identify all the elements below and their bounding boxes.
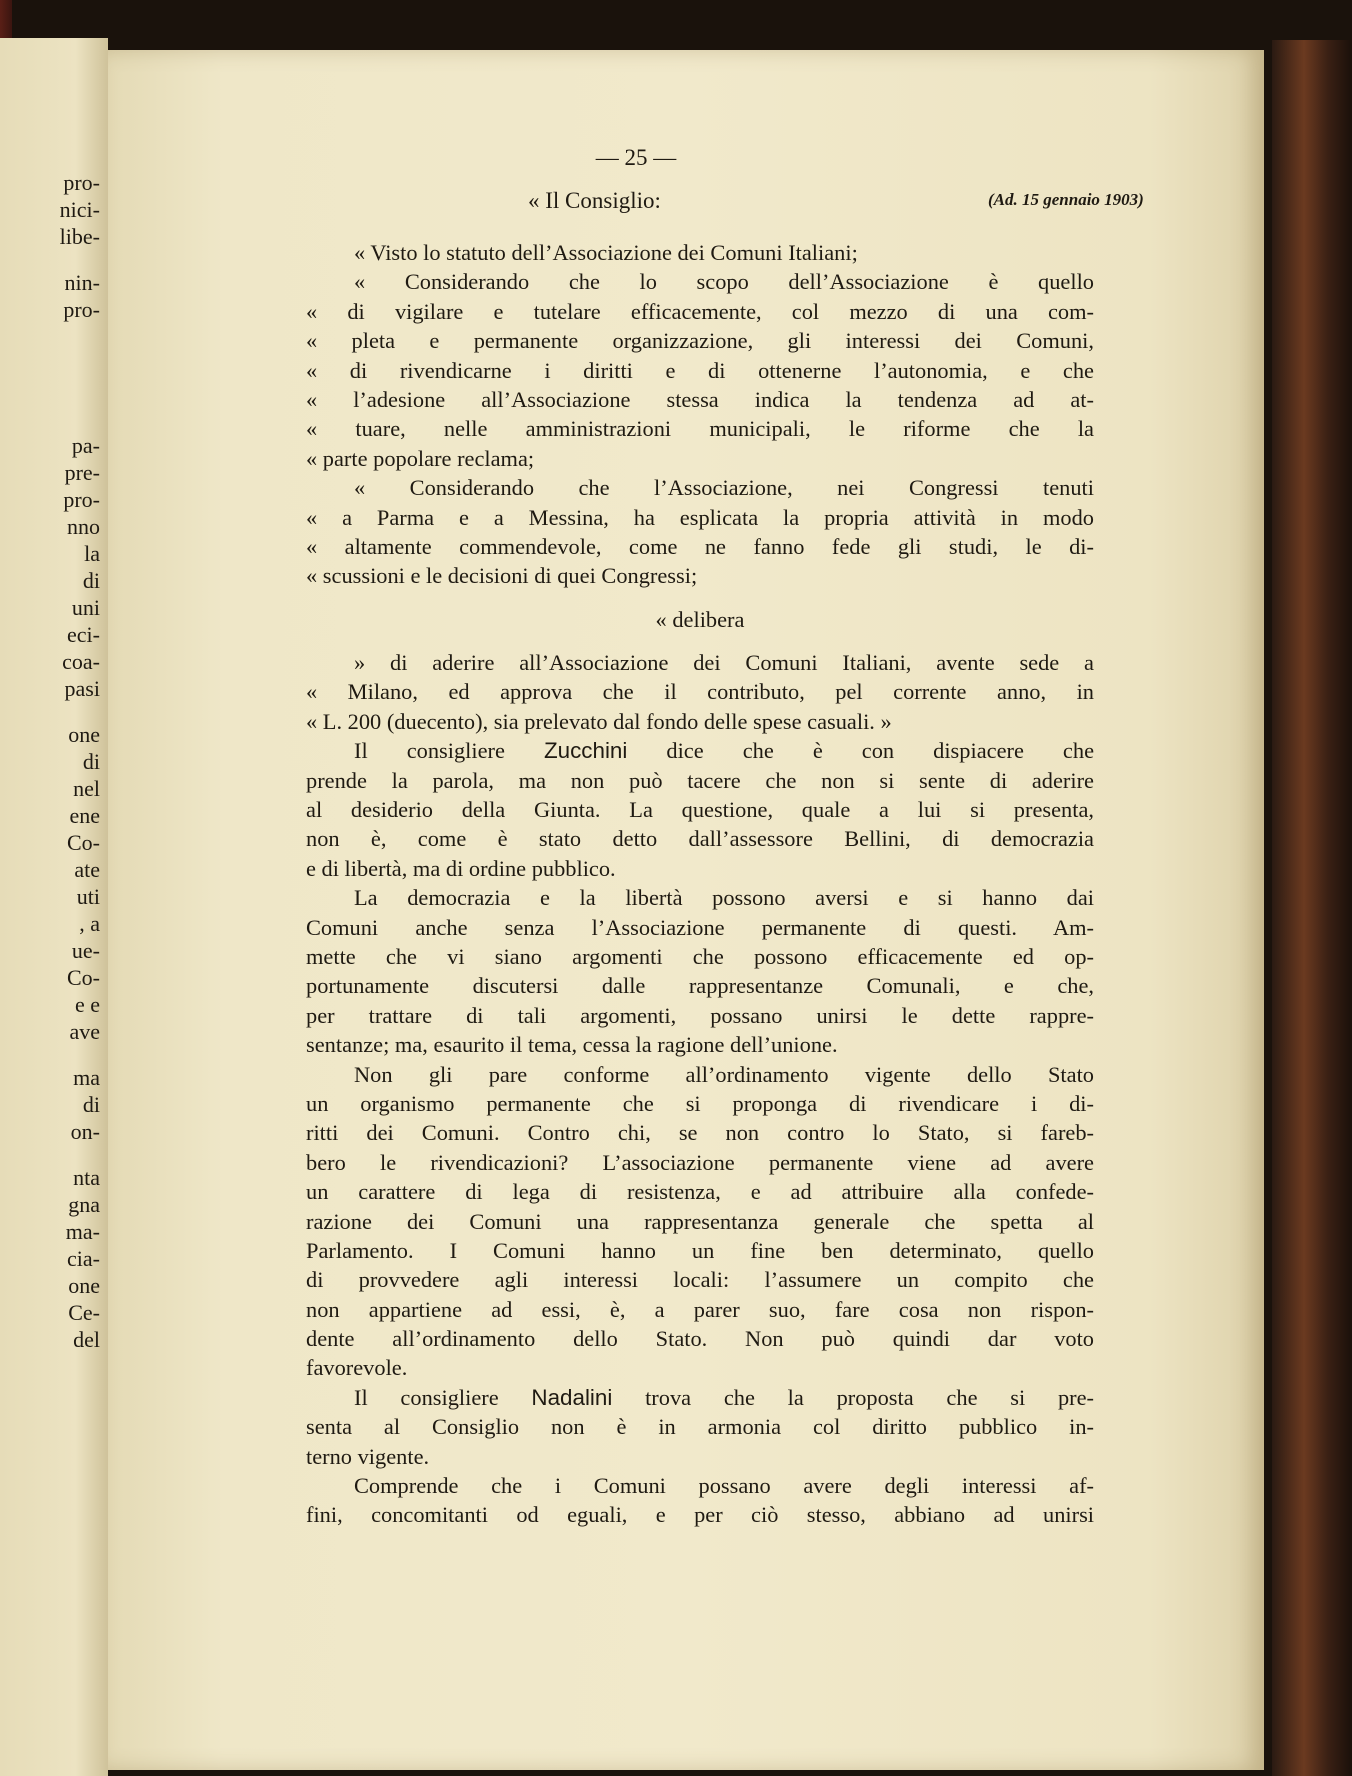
body-text xyxy=(306,238,1094,1530)
left-page-text-fragment: one xyxy=(68,1273,100,1298)
left-page-text-fragment: pre- xyxy=(64,460,100,485)
left-page-text-fragment: pa- xyxy=(71,433,100,458)
left-page-text-fragment: nno xyxy=(67,514,100,539)
text-line: non è, come è stato detto dall’assessore Bellini, di democrazia xyxy=(306,826,1094,852)
text-line: portunamente discutersi dalle rappresentanze Comunali, e che, xyxy=(306,973,1094,999)
left-page-text-fragment: one xyxy=(68,722,100,747)
left-page-text-fragment: eci- xyxy=(67,622,100,647)
left-page-text-fragment: ue- xyxy=(71,938,100,963)
text-line: sentanze; ma, esaurito il tema, cessa la ragione dell’unione. xyxy=(306,1032,838,1058)
text-line: favorevole. xyxy=(306,1355,408,1381)
text-line: terno vigente. xyxy=(306,1443,430,1469)
text-line: « parte popolare reclama; xyxy=(306,445,535,471)
text-line: un carattere di lega di resistenza, e ad attribuire alla confede- xyxy=(306,1179,1094,1205)
left-page-text-fragment: pro- xyxy=(63,487,100,512)
left-page-text-fragment: uni xyxy=(71,595,100,620)
left-page-text-fragment: ene xyxy=(69,803,100,828)
text-line: » di aderire all’Associazione dei Comuni Italiani, avente sede a xyxy=(354,650,1094,676)
text-line: mette che vi siano argomenti che possono efficacemente ed op- xyxy=(306,943,1094,969)
text-line: e di libertà, ma di ordine pubblico. xyxy=(306,855,616,881)
text-line: « di rivendicarne i diritti e di ottenerne l’autonomia, e che xyxy=(306,357,1094,383)
text-line: « Milano, ed approva che il contributo, pel corrente anno, in xyxy=(306,679,1094,705)
left-page-text-fragment: nel xyxy=(73,776,100,801)
left-page-text-fragment: cia- xyxy=(67,1246,100,1271)
text-line: di provvedere agli interessi locali: l’assumere un compito che xyxy=(306,1267,1094,1293)
text-line: un organismo permanente che si proponga di rivendicare i di- xyxy=(306,1090,1094,1116)
left-page-text-fragment: ave xyxy=(69,1019,100,1044)
left-page-text-fragment: ma- xyxy=(65,1219,100,1244)
text-line: « tuare, nelle amministrazioni municipali, le riforme che la xyxy=(306,416,1094,442)
text-line: La democrazia e la libertà possono aversi e si hanno dai xyxy=(354,885,1094,911)
text-line: « a Parma e a Messina, ha esplicata la propria attività in modo xyxy=(306,504,1094,530)
left-page-text-fragment: nta xyxy=(73,1165,100,1190)
left-page-text-fragment: e e xyxy=(74,992,100,1017)
left-page-text-fragment: Co- xyxy=(67,830,100,855)
left-page-text-fragment: , a xyxy=(79,911,100,936)
text-line: « altamente commendevole, come ne fanno fede gli studi, le di- xyxy=(306,533,1094,559)
left-page-text-fragment: di xyxy=(82,1092,100,1117)
text-line: bero le rivendicazioni? L’associazione permanente viene ad avere xyxy=(306,1149,1094,1175)
text-line: « scussioni e le decisioni di quei Congressi; xyxy=(306,563,698,589)
text-line: « di vigilare e tutelare efficacemente, col mezzo di una com- xyxy=(306,298,1094,324)
text-line: Il consigliere Nadalini trova che la proposta che si pre- xyxy=(354,1384,1094,1410)
text-line: « pleta e permanente organizzazione, gli interessi dei Comuni, xyxy=(306,328,1094,354)
text-line: fini, concomitanti od eguali, e per ciò stesso, abbiano ad unirsi xyxy=(306,1502,1094,1528)
text-line: ritti dei Comuni. Contro chi, se non contro lo Stato, si fareb- xyxy=(306,1120,1094,1146)
left-page-text-fragment: del xyxy=(73,1327,100,1352)
consiglio-heading: « Il Consiglio: xyxy=(528,188,661,213)
left-page-text-fragment: uti xyxy=(76,884,100,909)
left-page-text-fragment: pro- xyxy=(63,297,100,322)
text-line: dente all’ordinamento dello Stato. Non può quindi dar voto xyxy=(306,1326,1094,1352)
text-line: « Considerando che lo scopo dell’Associazione è quello xyxy=(354,269,1094,295)
left-page-text-fragment: pro- xyxy=(63,170,100,195)
left-page-text-fragment: libe- xyxy=(59,224,100,249)
left-page-text-fragment: di xyxy=(82,749,100,774)
left-page-text-fragment: gna xyxy=(68,1192,100,1217)
left-page-text-fragment: Co- xyxy=(67,965,100,990)
book-page-edges xyxy=(1272,40,1352,1776)
left-page-text-fragment: ma xyxy=(73,1065,100,1090)
text-line: Non gli pare conforme all’ordinamento vigente dello Stato xyxy=(354,1061,1094,1087)
left-page-text-fragment: di xyxy=(82,568,100,593)
text-line: Parlamento. I Comuni hanno un fine ben determinato, quello xyxy=(306,1237,1094,1263)
resolution-heading: « delibera xyxy=(655,606,745,632)
text-line: al desiderio della Giunta. La questione, quale a lui si presenta, xyxy=(306,797,1094,823)
left-page-text-fragment: pasi xyxy=(64,676,100,701)
left-page-text-fragment: Ce- xyxy=(68,1300,100,1325)
text-line: per trattare di tali argomenti, possano unirsi le dette rappre- xyxy=(306,1002,1094,1028)
left-page-text-fragment: nin- xyxy=(64,270,100,295)
text-line: senta al Consiglio non è in armonia col diritto pubblico in- xyxy=(306,1414,1094,1440)
left-page-fragment xyxy=(0,38,108,1776)
page xyxy=(108,50,1264,1770)
left-page-text-fragment: nici- xyxy=(59,197,100,222)
text-line: non appartiene ad essi, è, a parer suo, fare cosa non rispon- xyxy=(306,1296,1094,1322)
left-page-text-fragment: la xyxy=(84,541,100,566)
text-line: « Considerando che l’Associazione, nei Congressi tenuti xyxy=(354,475,1094,501)
margin-date-note: (Ad. 15 gennaio 1903) xyxy=(988,190,1144,209)
text-line: razione dei Comuni una rappresentanza generale che spetta al xyxy=(306,1208,1094,1234)
text-line: Comprende che i Comuni possano avere degli interessi af- xyxy=(354,1473,1094,1499)
text-line: « Visto lo statuto dell’Associazione dei Comuni Italiani; xyxy=(354,240,858,265)
text-line: Comuni anche senza l’Associazione permanente di questi. Am- xyxy=(306,914,1094,940)
text-line: « l’adesione all’Associazione stessa indica la tendenza ad at- xyxy=(306,386,1094,412)
text-line: Il consigliere Zucchini dice che è con dispiacere che xyxy=(354,738,1094,764)
left-page-text-fragment: on- xyxy=(70,1119,100,1144)
left-page-text-fragment: coa- xyxy=(62,649,100,674)
text-line: prende la parola, ma non può tacere che non si sente di aderire xyxy=(306,767,1094,793)
page-number: — 25 — xyxy=(595,145,677,170)
left-page-text-fragment: ate xyxy=(74,857,100,882)
text-line: « L. 200 (duecento), sia prelevato dal fondo delle spese casuali. » xyxy=(306,708,892,734)
